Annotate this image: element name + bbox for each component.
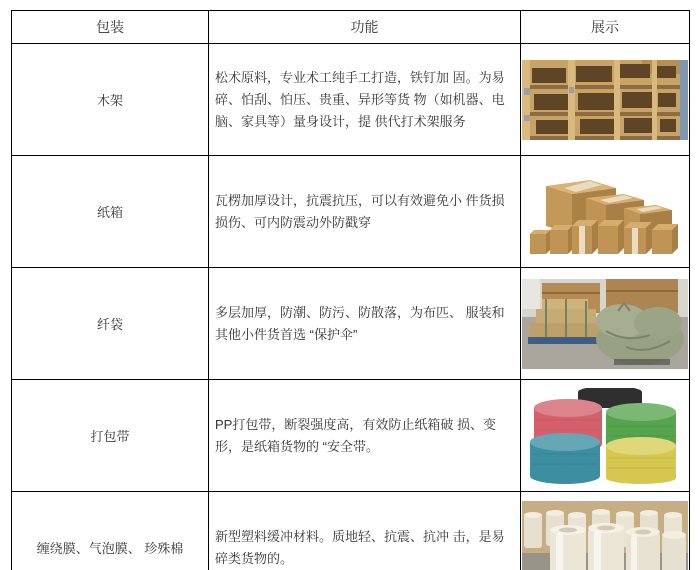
table-row-wooden-crate (12, 44, 690, 156)
woven-fiber-bags-photo (522, 279, 688, 369)
header-display: 展示 (521, 11, 690, 44)
function-text: 多层加厚，防潮、防污、防散落，为布匹、 服装和其他小件货首选 “保护伞” (209, 268, 521, 380)
header-function: 功能 (209, 11, 521, 44)
table-row-carton (12, 156, 690, 268)
package-name: 纤袋 (12, 268, 209, 380)
package-name: 木架 (12, 44, 209, 156)
header-row (12, 11, 690, 44)
package-name: 打包带 (12, 380, 209, 492)
table-row-strapping (12, 380, 690, 492)
package-name: 纸箱 (12, 156, 209, 268)
display-cell (521, 492, 690, 570)
yellow-roll (606, 437, 676, 484)
packaging-table (11, 10, 690, 570)
function-text: 瓦楞加厚设计，抗震抗压，可以有效避免小 件货损损伤、可内防震动外防戳穿 (209, 156, 521, 268)
package-name: 缠绕膜、气泡膜、 珍殊棉 (12, 492, 209, 570)
function-text: 新型塑料缓冲材料。质地轻、抗震、抗冲 击，是易碎类货物的。 (209, 492, 521, 570)
stacked-wooden-crates-photo (522, 60, 688, 140)
display-cell (521, 268, 690, 380)
display-cell (521, 380, 690, 492)
blue-roll (530, 433, 600, 484)
header-package: 包装 (12, 11, 209, 44)
stretch-film-rolls-photo (522, 501, 688, 570)
pp-strapping-rolls-photo (526, 388, 684, 484)
display-cell (521, 156, 690, 268)
table-row-stretch-film (12, 492, 690, 570)
table-row-fiber-bag (12, 268, 690, 380)
function-text: 松术原料，专业术工纯手工打造，铁钉加 固。为易碎、怕刮、怕压、贵重、异形等货 物（如机器、电脑、家具等）量身设计，提 供代打术架服务 (209, 44, 521, 156)
function-text: PP打包带，断裂强度高，有效防止纸箱破 损、变形，是纸箱货物的 “安全带。 (209, 380, 521, 492)
display-cell (521, 44, 690, 156)
cardboard-boxes-photo (524, 164, 686, 260)
